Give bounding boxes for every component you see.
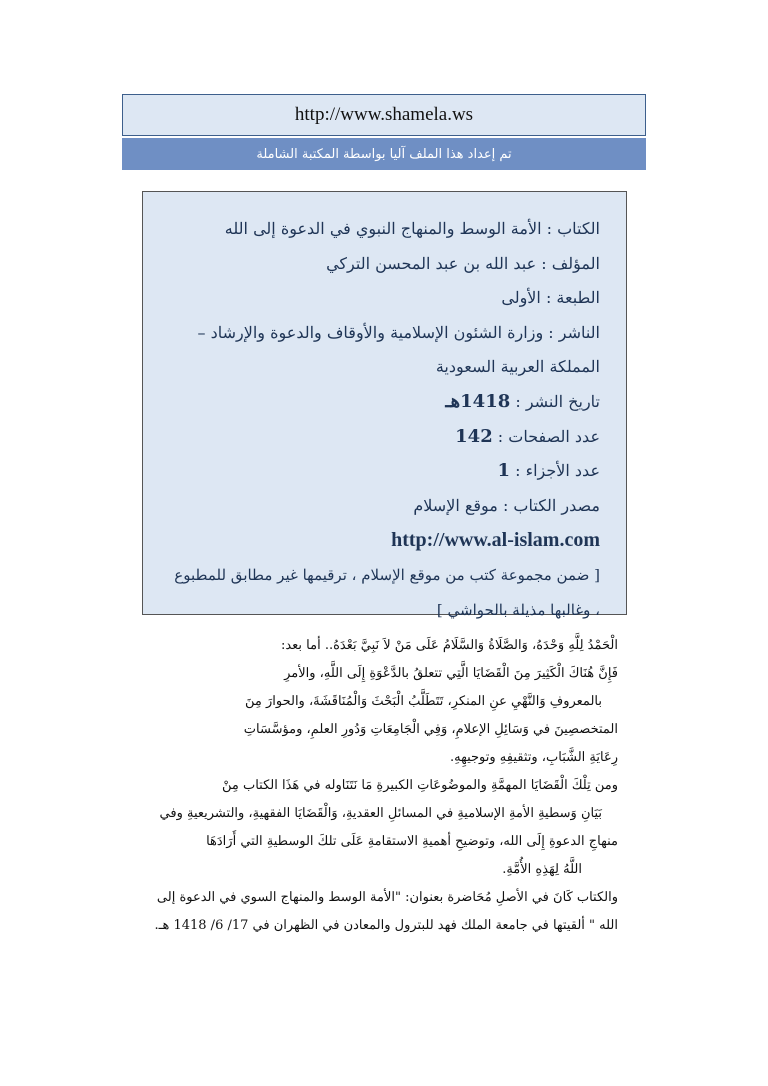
note-line-2: ، وغالبها مذيلة بالحواشي ] xyxy=(436,600,600,619)
paragraph-3 xyxy=(128,884,618,940)
site-url-box xyxy=(122,94,646,136)
generated-by-banner xyxy=(122,138,646,170)
pub-date-line xyxy=(157,385,600,420)
pages-label: عدد الصفحات : xyxy=(492,426,600,446)
text-line: بالمعروفِ وَالنَّهْيِ عنِ المنكرِ، تَتَطَلَّبُ الْبَحْثَ وَالْمُنَاقَشَةَ، والحوارَ مِنَ xyxy=(245,694,602,709)
paragraph-2 xyxy=(128,772,618,884)
paragraph-1 xyxy=(128,632,618,772)
banner-text: تم إعداد هذا الملف آليا بواسطة المكتبة الشاملة xyxy=(256,146,512,162)
book-title-line: الكتاب : الأمة الوسط والمنهاج النبوي في الدعوة إلى الله xyxy=(224,219,600,238)
parts-value: 1 xyxy=(497,460,511,482)
parts-label: عدد الأجزاء : xyxy=(510,461,600,481)
text-line: والكتاب كَانَ في الأصلِ مُحَاضرة بعنوان: "الأمة الوسط والمنهاج السوي في الدعوة إلى xyxy=(156,890,618,905)
parts-line xyxy=(157,454,600,489)
note-line-1: [ ضمن مجموعة كتب من موقع الإسلام ، ترقيمها غير مطابق للمطبوع xyxy=(174,565,600,584)
text-line: الله " ألقيتها في جامعة الملك فهد للبترول والمعادن في الظهران في 17/ 6/ 1418 هـ. xyxy=(154,918,618,933)
pages-line xyxy=(157,420,600,455)
text-line: فَإِنَّ هُنَاكَ الْكَثِيرَ مِنَ الْقَضَايَا الَّتِي تتعلقُ بالدَّعْوَةِ إِلَى اللَّهِ، والأمرِ xyxy=(284,666,618,681)
text-line: اللَّهُ لِهَذِهِ الأُمَّةِ. xyxy=(502,862,582,877)
pages-value: 142 xyxy=(455,425,493,447)
text-line: منهاجِ الدعوةِ إِلَى الله، وتوضيحِ أهميةِ الاستقامةِ عَلَى تلكَ الوسطيةِ التي أَرَادَهَا xyxy=(206,834,618,849)
text-line: المتخصصِينَ في وَسَائِلِ الإعلامِ، وَفِي الْجَامِعَاتِ وَدُورِ العلمِ، ومؤسَّسَاتِ xyxy=(243,722,618,737)
text-line: ومن تِلْكَ الْقَضَايَا المهمَّةِ والموضُوعَاتِ الكبيرةِ مَا نَتَنَاوله في هَذَا الكتاب مِنْ xyxy=(221,778,618,793)
pub-date-value: 1418هـ xyxy=(445,390,511,412)
book-info-box xyxy=(142,191,627,619)
text-line: بَيَانِ وَسطيةِ الأمةِ الإسلاميةِ في المسائلِ العقديةِ، وَالْقَضَايَا الفقهيةِ، والتشريعيةِ وفي xyxy=(159,806,602,821)
source-line: مصدر الكتاب : موقع الإسلام xyxy=(413,495,600,515)
author-line: المؤلف : عبد الله بن عبد المحسن التركي xyxy=(326,253,600,273)
intro-text xyxy=(128,632,618,940)
publisher-line-2: المملكة العربية السعودية xyxy=(435,357,600,377)
edition-line: الطبعة : الأولى xyxy=(501,288,600,308)
site-url: http://www.shamela.ws xyxy=(294,104,474,125)
source-url: http://www.al-islam.com xyxy=(391,529,600,552)
text-line: الْحَمْدُ لِلَّهِ وَحْدَهُ، وَالصَّلَاةُ وَالسَّلَامُ عَلَى مَنْ لاَ نَبِيَّ بَعْدَهُ.. أما بعد: xyxy=(280,638,618,653)
pub-date-label: تاريخ النشر : xyxy=(510,391,600,411)
text-line: رِعَايَةِ الشَّبَابِ، وتثقيفِهِ وتوجيهِهِ. xyxy=(450,750,618,765)
publisher-line-1: الناشر : وزارة الشئون الإسلامية والأوقاف والدعوة والإرشاد – xyxy=(197,322,600,342)
